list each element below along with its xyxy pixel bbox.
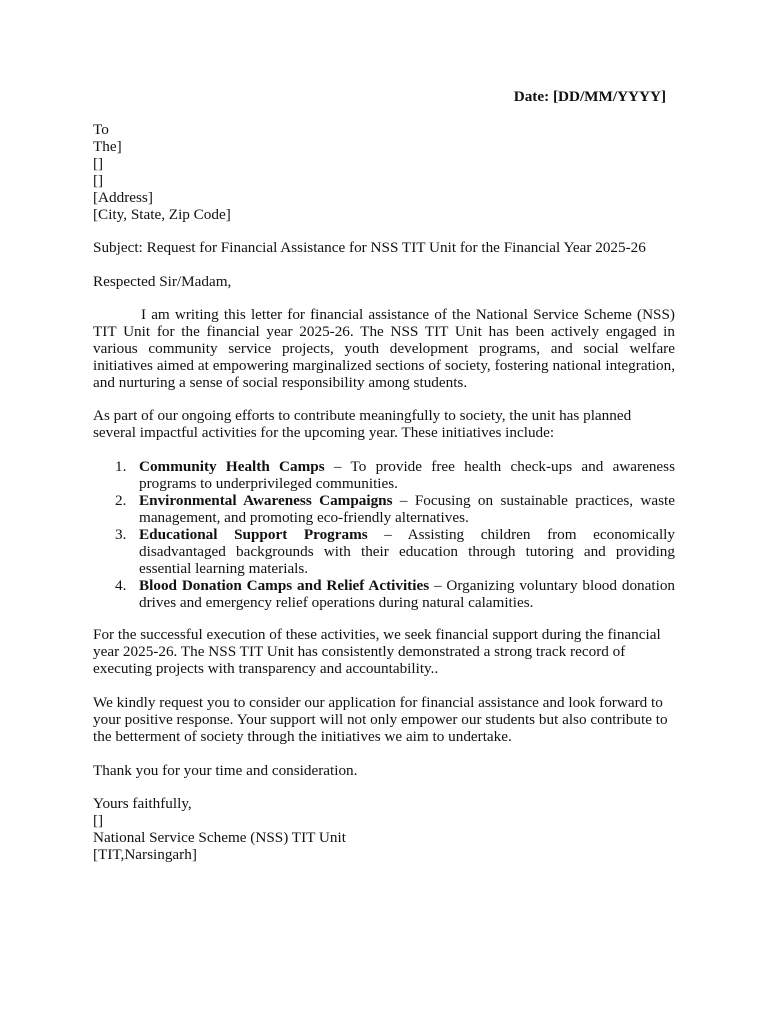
- thanks-line: Thank you for your time and consideration.: [93, 762, 358, 779]
- recipient-address-block: [93, 121, 675, 223]
- recipient-line: The]: [93, 138, 122, 155]
- subject-line: Subject: Request for Financial Assistance for NSS TIT Unit for the Financial Year 2025-26: [93, 239, 646, 256]
- recipient-line: To: [93, 121, 109, 138]
- list-item-text: – Organizing voluntary blood donation drives and emergency relief operations during natural calamities.: [139, 577, 676, 611]
- list-item-title: Educational Support Programs: [139, 526, 368, 543]
- initiatives-list: [93, 458, 675, 611]
- list-item: [93, 577, 675, 611]
- recipient-line: []: [93, 155, 104, 172]
- list-item-number: 4.: [115, 577, 127, 594]
- closing-line: National Service Scheme (NSS) TIT Unit: [93, 829, 346, 846]
- list-item-number: 1.: [115, 458, 127, 475]
- request-paragraph: We kindly request you to consider our application for financial assistance and look forward to your positive response. Your support will not only empower our students but also contribute to the betterment of society through the initiatives we aim to undertake.: [93, 694, 668, 745]
- list-item-text: – Assisting children from economically disadvantaged backgrounds with their education through tutoring and providing essential learning materials.: [139, 526, 675, 577]
- recipient-line: [City, State, Zip Code]: [93, 206, 231, 223]
- list-item-title: Environmental Awareness Campaigns: [139, 492, 393, 509]
- initiatives-intro-paragraph: As part of our ongoing efforts to contribute meaningfully to society, the unit has planned several impactful activities for the upcoming year. These initiatives include:: [93, 407, 632, 441]
- funding-paragraph: For the successful execution of these activities, we seek financial support during the financial year 2025-26. The NSS TIT Unit has consistently demonstrated a strong track record of executing projects with transparency and accountability..: [93, 626, 661, 677]
- list-item-title: Blood Donation Camps and Relief Activities: [139, 577, 430, 594]
- closing-line: [TIT,Narsingarh]: [93, 846, 197, 863]
- list-item: [93, 492, 675, 526]
- list-item: [93, 458, 675, 492]
- list-item-text: – To provide free health check-ups and awareness programs to underprivileged communities.: [139, 458, 675, 492]
- closing-line: []: [93, 812, 104, 829]
- recipient-line: []: [93, 172, 104, 189]
- list-item: [93, 526, 675, 577]
- list-item-number: 3.: [115, 526, 127, 543]
- salutation: Respected Sir/Madam,: [93, 273, 232, 290]
- date-line: Date: [DD/MM/YYYY]: [513, 88, 666, 105]
- list-item-title: Community Health Camps: [139, 458, 325, 475]
- closing-line: Yours faithfully,: [93, 795, 192, 812]
- list-item-number: 2.: [115, 492, 127, 509]
- closing-block: [93, 795, 675, 863]
- intro-paragraph-text: I am writing this letter for financial assistance of the National Service Scheme (NSS) TIT Unit for the financial year 2025-26. The NSS TIT Unit has been actively engaged in various community service projects, youth development programs, and social welfare initiatives aimed at empowering marginalized sections of society, fostering national integration, and nurturing a sense of social responsibility among students.: [93, 306, 675, 391]
- recipient-line: [Address]: [93, 189, 153, 206]
- intro-paragraph: [93, 306, 675, 391]
- list-item-text: – Focusing on sustainable practices, waste management, and promoting eco-friendly alternatives.: [139, 492, 675, 526]
